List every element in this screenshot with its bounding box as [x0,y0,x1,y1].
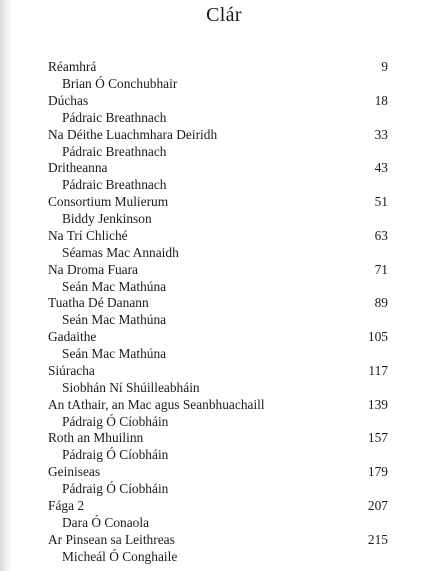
toc-entry-author: Dara Ó Conaola [62,514,150,530]
toc-entry-page: 139 [367,396,388,412]
toc-entry-title: Roth an Mhuilinn [48,430,144,446]
table-of-contents [48,58,388,564]
toc-entry-title: Ar Pinsean sa Leithreas [48,531,175,547]
toc-entry-page: 43 [374,160,388,176]
toc-entry-author: Pádraig Ó Cíobháin [62,481,169,496]
page-edge-shadow [0,0,12,571]
toc-entry-author: Micheál Ó Conghaile [62,548,178,564]
toc-entry [48,531,388,565]
toc-entry-author: Pádraic Breathnach [62,177,167,193]
toc-entry-author: Séamas Mac Annaidh [62,244,179,260]
toc-entry-author: Brian Ó Conchubhair [62,76,178,91]
toc-entry-title: Siúracha [48,362,95,378]
toc-entry-title: Réamhrá [48,59,97,74]
toc-entry-page: 105 [367,329,388,344]
toc-entry-title: Consortium Mulierum [48,194,169,209]
toc-entry-title: Na Droma Fuara [48,261,138,277]
toc-entry-page: 9 [381,59,388,74]
toc-entry-page: 18 [374,92,388,108]
toc-entry-title: Tuatha Dé Danann [48,295,149,311]
toc-entry [48,126,388,160]
toc-entry-page: 179 [367,464,388,479]
toc-entry-author: Biddy Jenkinson [62,211,152,226]
toc-entry-title: Na Trí Chliché [48,227,128,243]
toc-entry-title: Fága 2 [48,497,85,513]
toc-entry-page: 157 [367,430,388,446]
toc-entry-page: 207 [367,497,388,513]
toc-entry-title: Na Déithe Luachmhara Deiridh [48,126,218,142]
toc-entry-author: Seán Mac Mathúna [62,278,167,294]
toc-entry [48,227,388,261]
toc-entry-author: Pádraig Ó Cíobháin [62,413,169,429]
toc-entry [48,58,388,92]
toc-entry [48,193,388,227]
toc-entry-author: Siobhán Ní Shúilleabháin [62,379,200,395]
toc-entry [48,294,388,328]
toc-entry [48,463,388,497]
toc-entry-page: 215 [367,531,388,547]
toc-entry [48,328,388,362]
toc-entry [48,497,388,531]
toc-entry [48,92,388,126]
toc-entry [48,159,388,193]
toc-entry-author: Pádraic Breathnach [62,143,167,159]
toc-entry-title: Gadaithe [48,329,97,344]
toc-entry-title: An tAthair, an Mac agus Seanbhuachaill [48,396,265,412]
toc-entry-author: Seán Mac Mathúna [62,312,167,328]
toc-entry-page: 33 [374,126,388,142]
toc-entry-page: 89 [374,295,388,311]
toc-entry-title: Dúchas [48,92,89,108]
toc-entry [48,396,388,430]
toc-entry-title: Dritheanna [48,160,108,176]
toc-entry [48,429,388,463]
page-title: Clár [206,4,242,26]
toc-entry-page: 63 [374,227,388,243]
toc-entry-author: Seán Mac Mathúna [62,346,167,361]
toc-entry [48,362,388,396]
toc-entry [48,261,388,295]
toc-entry-page: 71 [374,261,388,277]
toc-entry-author: Pádraig Ó Cíobháin [62,447,169,463]
toc-entry-author: Pádraic Breathnach [62,109,167,125]
toc-entry-page: 51 [374,194,388,209]
toc-entry-page: 117 [368,362,388,378]
toc-entry-title: Geiniseas [48,464,101,479]
